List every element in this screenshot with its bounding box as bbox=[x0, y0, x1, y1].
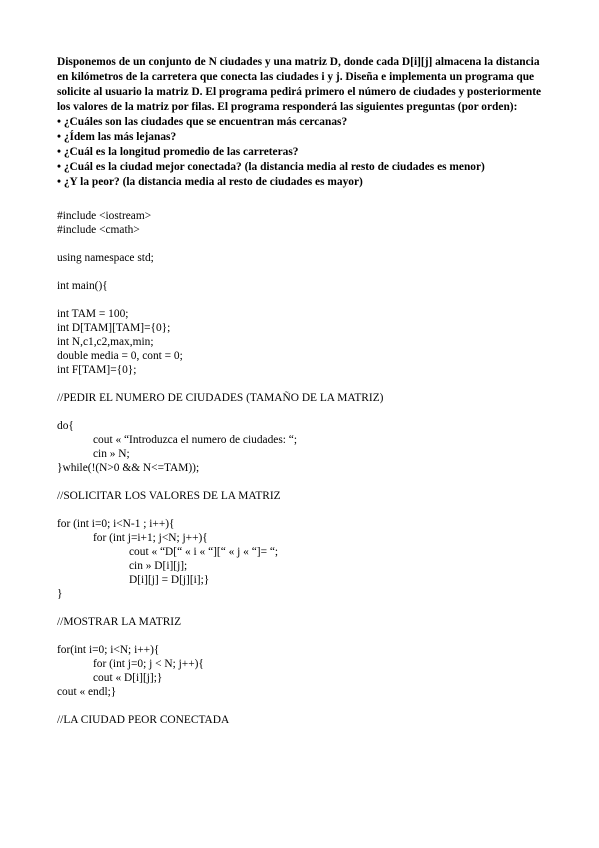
code-listing bbox=[57, 209, 557, 727]
code-comment: //PEDIR EL NUMERO DE CIUDADES (TAMAÑO DE LA MATRIZ) bbox=[57, 392, 384, 404]
code-line: cout « endl;} bbox=[57, 686, 117, 698]
code-line: int F[TAM]={0}; bbox=[57, 364, 137, 376]
code-line: #include <cmath> bbox=[57, 224, 140, 236]
question-item: • ¿Y la peor? (la distancia media al resto de ciudades es mayor) bbox=[57, 176, 363, 188]
code-line: #include <iostream> bbox=[57, 210, 152, 222]
code-line: for (int j=i+1; j<N; j++){ bbox=[93, 532, 208, 544]
code-line: int N,c1,c2,max,min; bbox=[57, 336, 154, 348]
question-item: • ¿Cuál es la longitud promedio de las carreteras? bbox=[57, 146, 299, 158]
code-line: int TAM = 100; bbox=[57, 308, 129, 320]
problem-statement bbox=[57, 55, 547, 190]
code-line: for (int j=0; j < N; j++){ bbox=[93, 658, 204, 670]
code-line: do{ bbox=[57, 420, 74, 432]
code-line: }while(!(N>0 && N<=TAM)); bbox=[57, 462, 200, 474]
code-line: cin » N; bbox=[93, 448, 130, 460]
code-line: int main(){ bbox=[57, 280, 108, 292]
code-comment: //SOLICITAR LOS VALORES DE LA MATRIZ bbox=[57, 490, 281, 502]
code-line: } bbox=[57, 588, 63, 600]
code-line: cout « “D[“ « i « “][“ « j « “]= “; bbox=[129, 546, 279, 558]
code-comment: //LA CIUDAD PEOR CONECTADA bbox=[57, 714, 230, 726]
question-item: • ¿Cuál es la ciudad mejor conectada? (la distancia media al resto de ciudades es menor) bbox=[57, 161, 485, 173]
code-line: double media = 0, cont = 0; bbox=[57, 350, 183, 362]
code-line: cout « D[i][j];} bbox=[93, 672, 163, 684]
code-line: int D[TAM][TAM]={0}; bbox=[57, 322, 171, 334]
question-item: • ¿Cuáles son las ciudades que se encuentran más cercanas? bbox=[57, 116, 348, 128]
problem-paragraph: Disponemos de un conjunto de N ciudades y una matriz D, donde cada D[i][j] almacena la distancia en kilómetros de la carretera que conecta las ciudades i y j. Diseña e implementa un programa que solicite al usuario la matriz D. El programa pedirá primero el número de ciudades y posteriormente los valores de la matriz por filas. El programa responderá las siguientes preguntas (por orden): bbox=[57, 56, 542, 113]
code-line: cout « “Introduzca el numero de ciudades: “; bbox=[93, 434, 297, 446]
code-line: using namespace std; bbox=[57, 252, 154, 264]
code-line: for(int i=0; i<N; i++){ bbox=[57, 644, 160, 656]
code-line: for (int i=0; i<N-1 ; i++){ bbox=[57, 518, 175, 530]
question-item: • ¿Ídem las más lejanas? bbox=[57, 131, 177, 143]
code-line: cin » D[i][j]; bbox=[129, 560, 188, 572]
code-comment: //MOSTRAR LA MATRIZ bbox=[57, 616, 182, 628]
code-line: D[i][j] = D[j][i];} bbox=[129, 574, 210, 586]
